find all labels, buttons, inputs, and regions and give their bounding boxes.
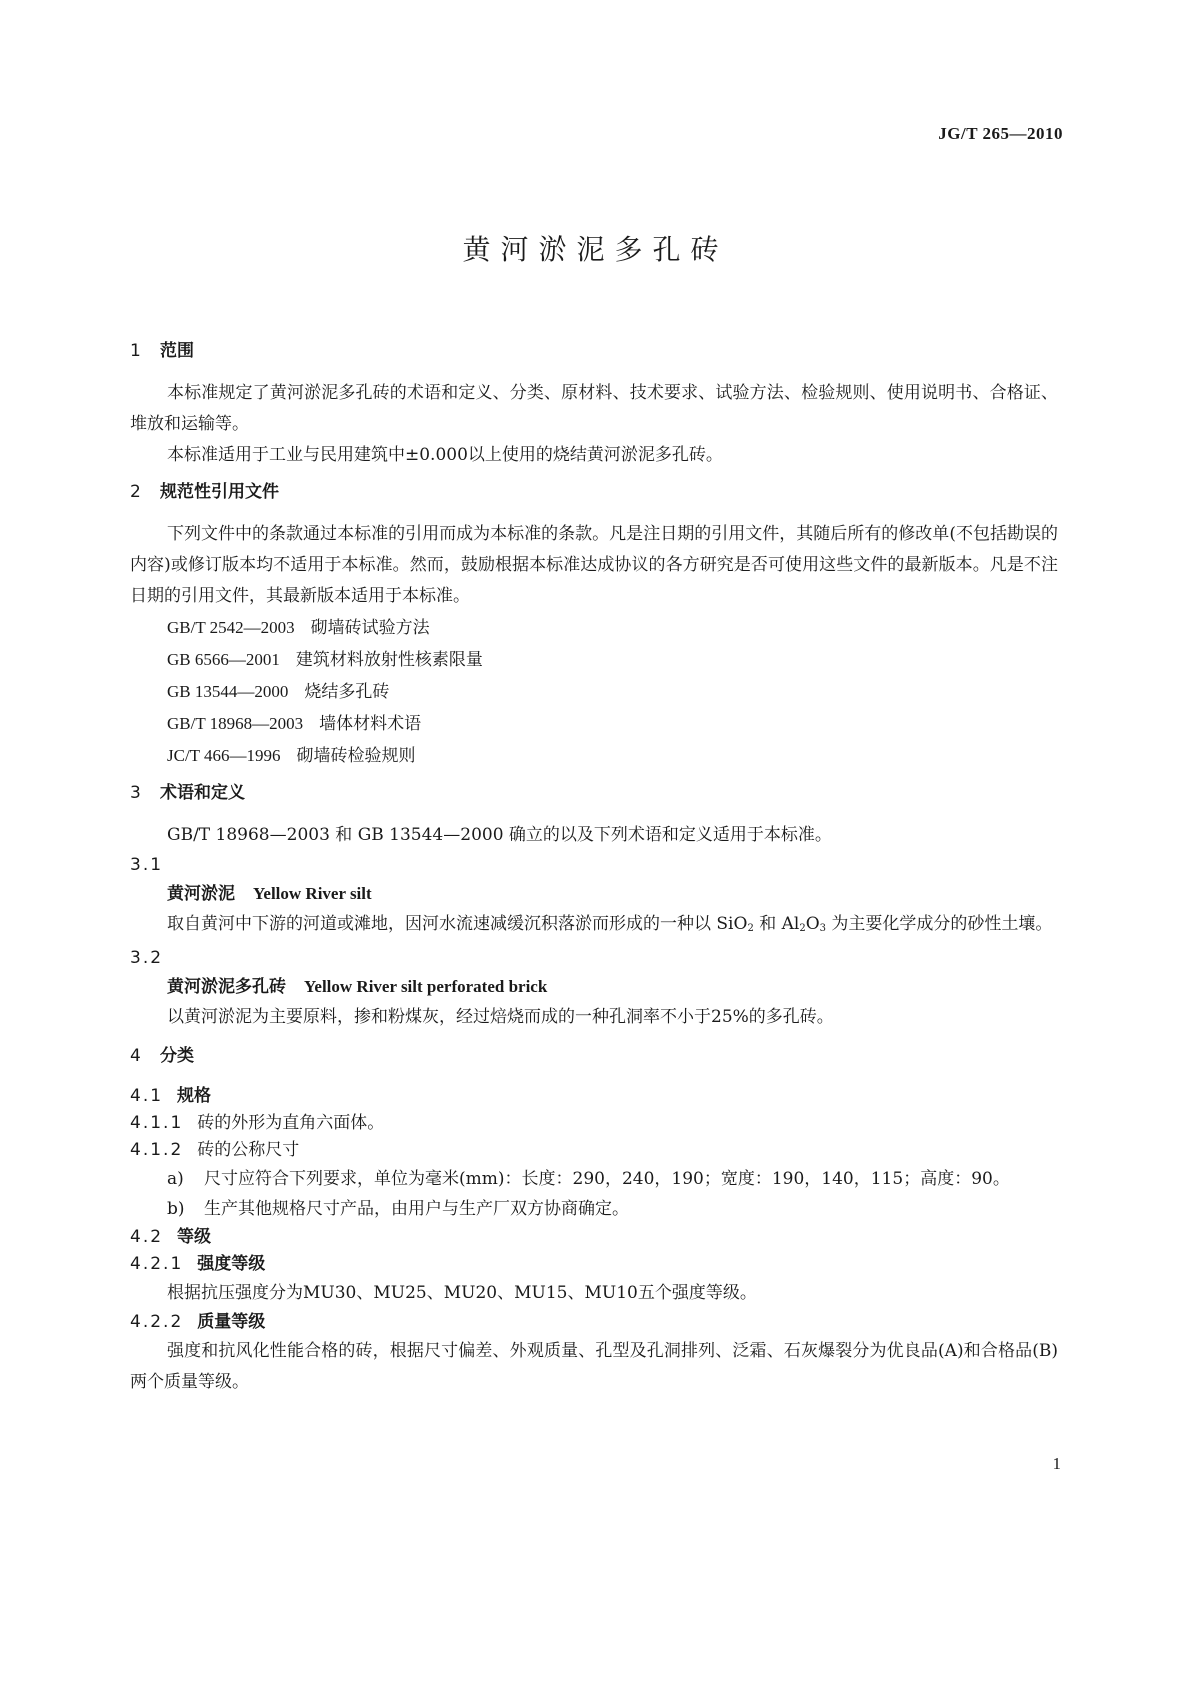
- standard-code: JG/T 265—2010: [938, 124, 1063, 143]
- page-number: 1: [1052, 1454, 1061, 1473]
- paragraph: 根据抗压强度分为MU30、MU25、MU20、MU15、MU10五个强度等级。: [167, 1283, 757, 1303]
- section-heading: [130, 479, 1058, 505]
- reference-item: GB 13544—2000 烧结多孔砖: [167, 682, 390, 702]
- section-number: 3: [130, 783, 141, 803]
- clause-number: 3.2: [130, 948, 164, 968]
- list-item: a) 尺寸应符合下列要求，单位为毫米(mm)：长度：290，240，190；宽度：190，140，115；高度：90。: [167, 1169, 1010, 1189]
- subsection-heading: 4.1 规格: [130, 1086, 212, 1106]
- section-title: 分类: [160, 1046, 194, 1066]
- section-number: 1: [130, 341, 141, 361]
- reference-item: GB 6566—2001 建筑材料放射性核素限量: [167, 650, 483, 670]
- paragraph: 下列文件中的条款通过本标准的引用而成为本标准的条款。凡是注日期的引用文件，其随后所有的修改单(不包括勘误的内容)或修订版本均不适用于本标准。然而，鼓励根据本标准达成协议的各方研究是否可使用这些文件的最新版本。凡是不注日期的引用文件，其最新版本适用于本标准。: [130, 524, 1058, 606]
- term-heading: 黄河淤泥多孔砖 Yellow River silt perforated brick: [167, 977, 548, 997]
- page-title: 黄河淤泥多孔砖: [462, 233, 729, 266]
- clause-number: 3.1: [130, 855, 164, 875]
- paragraph: 强度和抗风化性能合格的砖，根据尺寸偏差、外观质量、孔型及孔洞排列、泛霜、石灰爆裂分为优良品(A)和合格品(B)两个质量等级。: [130, 1341, 1058, 1392]
- section-number: 2: [130, 482, 141, 502]
- term-definition: 以黄河淤泥为主要原料，掺和粉煤灰，经过焙烧而成的一种孔洞率不小于25%的多孔砖。: [167, 1007, 834, 1027]
- subsection-heading: 4.2 等级: [130, 1227, 212, 1247]
- subsection-heading: 4.1.2 砖的公称尺寸: [130, 1140, 300, 1160]
- subsection-heading: 4.2.2 质量等级: [130, 1312, 266, 1332]
- reference-item: GB/T 2542—2003 砌墙砖试验方法: [167, 618, 430, 638]
- subsection-heading: 4.2.1 强度等级: [130, 1254, 266, 1274]
- paragraph: 本标准适用于工业与民用建筑中±0.000以上使用的烧结黄河淤泥多孔砖。: [167, 445, 723, 465]
- subsection-heading: 4.1.1 砖的外形为直角六面体。: [130, 1113, 385, 1133]
- section-heading: [130, 1043, 1058, 1069]
- list-item: b) 生产其他规格尺寸产品，由用户与生产厂双方协商确定。: [167, 1199, 629, 1219]
- term-heading: 黄河淤泥 Yellow River silt: [167, 884, 372, 904]
- paragraph: GB/T 18968—2003 和 GB 13544—2000 确立的以及下列术语和定义适用于本标准。: [167, 825, 832, 845]
- section-title: 术语和定义: [160, 783, 245, 803]
- term-definition: 取自黄河中下游的河道或滩地，因河水流速减缓沉积落淤而形成的一种以 SiO$_2$ 和 $Al_2O_3$ 为主要化学成分的砂性土壤。: [167, 914, 1053, 934]
- section-title: 规范性引用文件: [160, 482, 279, 502]
- section-number: 4: [130, 1046, 141, 1066]
- paragraph: 本标准规定了黄河淤泥多孔砖的术语和定义、分类、原材料、技术要求、试验方法、检验规则、使用说明书、合格证、堆放和运输等。: [130, 383, 1058, 434]
- document-body: [130, 338, 1058, 1398]
- section-heading: [130, 780, 1058, 806]
- section-title: 范围: [160, 341, 194, 361]
- reference-item: JC/T 466—1996 砌墙砖检验规则: [167, 746, 416, 766]
- section-heading: [130, 338, 1058, 364]
- reference-item: GB/T 18968—2003 墙体材料术语: [167, 714, 422, 734]
